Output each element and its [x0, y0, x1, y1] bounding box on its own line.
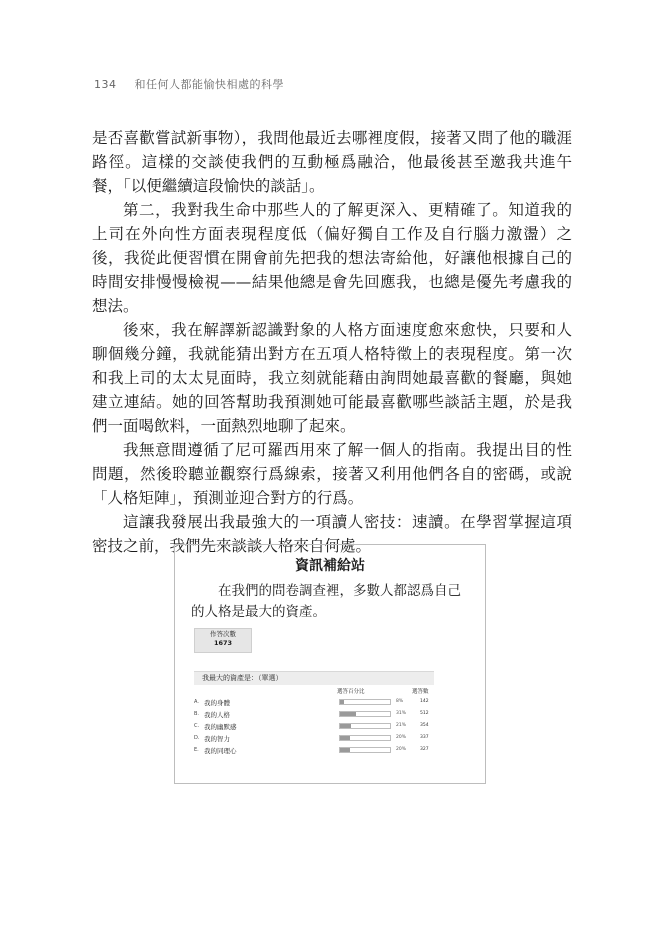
option-percent: 8%	[396, 699, 404, 704]
option-percent: 31%	[396, 711, 407, 716]
percent-bar	[339, 699, 391, 705]
survey-column-headers	[194, 685, 434, 697]
option-count: 354	[420, 723, 429, 728]
option-label: 我的幽默感	[204, 723, 237, 731]
percent-bar-fill	[340, 736, 350, 740]
option-percent: 20%	[396, 735, 407, 740]
option-letter: A.	[194, 699, 199, 705]
survey-row	[194, 733, 434, 745]
survey-row	[194, 721, 434, 733]
paragraph: 我無意間遵循了尼可羅西用來了解一個人的指南。我提出目的性問題，然後聆聽並觀察行爲線索，接著又利用他們各自的密碼，或說「人格矩陣」，預測並迎合對方的行爲。	[92, 441, 572, 507]
option-count: 512	[420, 711, 429, 716]
column-header-count: 選答數	[412, 689, 429, 695]
percent-bar	[339, 711, 391, 717]
survey-question	[194, 671, 434, 685]
column-header-percent: 選答百分比	[337, 689, 365, 695]
paragraph: 是否喜歡嘗試新事物），我問他最近去哪裡度假，接著又問了他的職涯路徑。這樣的交談使我們的互動極爲融洽，他最後甚至邀我共進午餐，「以便繼續這段愉快的談話」。	[92, 129, 572, 195]
page-header	[94, 76, 284, 92]
percent-bar-fill	[340, 748, 350, 752]
survey-rows	[194, 697, 434, 757]
survey-row	[194, 709, 434, 721]
option-percent: 21%	[396, 723, 407, 728]
option-label: 我的身體	[204, 699, 230, 707]
option-label: 我的同理心	[204, 747, 237, 755]
option-count: 337	[420, 735, 429, 740]
infobox-paragraph: 在我們的問卷調查裡，多數人都認爲自己的人格是最大的資產。	[191, 583, 461, 620]
infobox-title: 資訊補給站	[295, 558, 365, 574]
option-count: 142	[420, 699, 429, 704]
percent-bar	[339, 747, 391, 753]
option-label: 我的智力	[204, 735, 230, 743]
option-letter: E.	[194, 747, 199, 753]
percent-bar-fill	[340, 712, 356, 716]
percent-bar-fill	[340, 700, 344, 704]
survey-results	[194, 628, 434, 757]
option-letter: C.	[194, 723, 200, 729]
infobox-text	[191, 581, 473, 623]
paragraph: 後來，我在解譯新認識對象的人格方面速度愈來愈快，只要和人聊個幾分鐘，我就能猜出對方在五項人格特徵上的表現程度。第一次和我上司的太太見面時，我立刻就能藉由詢問她最喜歡的餐廳，與她建立連結。她的回答幫助我預測她可能最喜歡哪些談話主題，於是我們一面喝飲料，一面熱烈地聊了起來。	[92, 321, 572, 435]
option-count: 327	[420, 747, 429, 752]
paragraph: 這讓我發展出我最強大的一項讀人密技：速讀。在學習掌握這項密技之前，我們先來談談人格來自何處。	[92, 513, 572, 555]
survey-row	[194, 745, 434, 757]
response-count-label: 作答次數	[210, 630, 236, 638]
option-percent: 20%	[396, 747, 407, 752]
option-letter: D.	[194, 735, 200, 741]
option-label: 我的人格	[204, 711, 230, 719]
body-text	[92, 126, 572, 558]
page-number: 134	[94, 78, 117, 91]
percent-bar-fill	[340, 724, 351, 728]
percent-bar	[339, 735, 391, 741]
running-title: 和任何人都能愉快相處的科學	[134, 78, 284, 91]
response-count-value: 1673	[213, 639, 233, 647]
paragraph: 第二，我對我生命中那些人的了解更深入、更精確了。知道我的上司在外向性方面表現程度低（偏好獨自工作及自行腦力激盪）之後，我從此便習慣在開會前先把我的想法寄給他，好讓他根據自己的時間安排慢慢檢視——結果他總是會先回應我，也總是優先考慮我的想法。	[92, 201, 572, 315]
survey-question-text: 我最大的資產是：（單選）	[202, 674, 283, 682]
response-count-box	[194, 628, 252, 653]
option-letter: B.	[194, 711, 200, 717]
percent-bar	[339, 723, 391, 729]
survey-row	[194, 697, 434, 709]
